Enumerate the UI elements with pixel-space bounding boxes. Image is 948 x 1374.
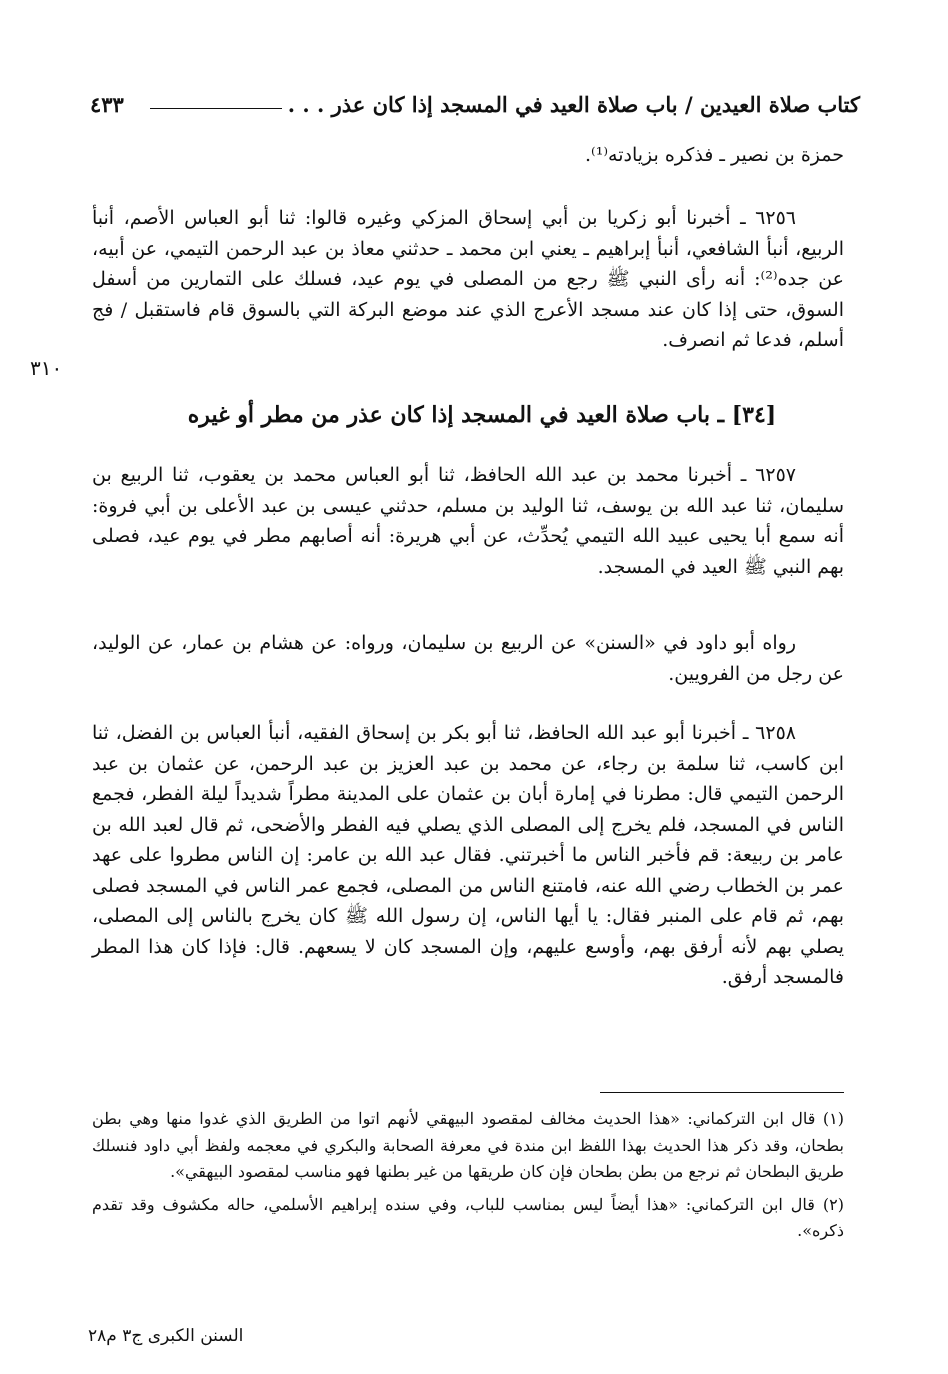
footnotes bbox=[92, 1106, 844, 1251]
narration-note: رواه أبو داود في «السنن» عن الربيع بن سليمان، ورواه: عن هشام بن عمار، عن الوليد، عن رجل من الفرويين. bbox=[92, 632, 844, 685]
footnote-label: (١) bbox=[822, 1109, 844, 1128]
footnote-label: (٢) bbox=[822, 1194, 844, 1214]
header-rule bbox=[150, 108, 282, 109]
footnote-text: قال ابن التركماني: «هذا الحديث مخالف لمقصود البيهقي لأنهم اتوا من الطريق الذي غدوا منها وهي بطن بطحان، وقد ذكر هذا الحديث بهذا اللفظ ابن مندة في معرفة الصحابة والبكري في معجمه ولفظ أبي داود فنسلك طريق البطحان ثم نرجع من بطن بطحان فإن كان طريقها من غير بطنها فهو مناسب لمقصود البيهقي». bbox=[92, 1109, 844, 1181]
book-signature-footer: السنن الكبرى ج٣ م٢٨ bbox=[88, 1326, 244, 1346]
margin-page-number: ٣١٠ bbox=[30, 356, 63, 380]
hadith-6256: ٦٢٥٦ ـ أخبرنا أبو زكريا بن أبي إسحاق المزكي وغيره قالوا: ثنا أبو العباس الأصم، أنبأ الربيع، أنبأ الشافعي، أنبأ إبراهيم ـ يعني ابن محمد ـ حدثني معاذ بن عبد الرحمن التيمي، عن أبيه، عن جده⁽²⁾: أنه رأى النبي ﷺ رجع من المصلى في يوم عيد، فسلك على التمارين من أسفل السوق، حتى إذا كان عند مسجد الأعرج الذي عند موضع البركة التي بالسوق قام فاستقبل / فج أسلم، فدعا ثم انصرف. bbox=[92, 207, 844, 351]
footnote-2 bbox=[92, 1192, 844, 1245]
footnote-text: قال ابن التركماني: «هذا أيضاً ليس بمناسب للباب، وفي سنده إبراهيم الأسلمي، حاله مكشوف وقد تقدم ذكره». bbox=[92, 1194, 844, 1240]
footnote-separator bbox=[600, 1092, 844, 1093]
page-number: ٤٣٣ bbox=[90, 92, 124, 117]
chapter-heading: [٣٤] ـ باب صلاة العيد في المسجد إذا كان عذر من مطر أو غيره bbox=[187, 402, 777, 428]
running-header bbox=[90, 92, 860, 128]
header-title: كتاب صلاة العيدين / باب صلاة العيد في المسجد إذا كان عذر . . . bbox=[287, 92, 860, 117]
footnote-1 bbox=[92, 1106, 844, 1186]
continuation-line: حمزة بن نصير ـ فذكره بزيادته⁽¹⁾. bbox=[585, 144, 844, 166]
hadith-6258: ٦٢٥٨ ـ أخبرنا أبو عبد الله الحافظ، ثنا أبو بكر بن إسحاق الفقيه، أنبأ العباس بن الفضل، ثنا ابن كاسب، ثنا سلمة بن رجاء، عن محمد بن عبد العزيز بن عبد الرحمن، عن عثمان بن عبد الرحمن التيمي قال: مطرنا في إمارة أبان بن عثمان على المدينة مطراً شديداً ليلة الفطر، فجمع الناس في المسجد، فلم يخرج إلى المصلى الذي يصلي فيه الفطر والأضحى، ثم قال لعبد الله بن عامر بن ربيعة: قم فأخبر الناس ما أخبرتني. فقال عبد الله بن عامر: إن الناس مطروا على عهد عمر بن الخطاب رضي الله عنه، فامتنع الناس من المصلى، فجمع عمر الناس في المسجد فصلى بهم، ثم قام على المنبر فقال: يا أيها الناس، إن رسول الله ﷺ كان يخرج بالناس إلى المصلى، يصلي بهم لأنه أرفق بهم، وأوسع عليهم، وإن المسجد كان لا يسعهم. قال: فإذا كان هذا المطر فالمسجد أرفق. bbox=[92, 722, 844, 988]
hadith-6257: ٦٢٥٧ ـ أخبرنا محمد بن عبد الله الحافظ، ثنا أبو العباس محمد بن يعقوب، ثنا الربيع بن سليمان، ثنا عبد الله بن يوسف، ثنا الوليد بن مسلم، حدثني عيسى بن عبد الأعلى بن أبي فروة: أنه سمع أبا يحيى عبيد الله التيمي يُحدِّث، عن أبي هريرة: أنه أصابهم مطر في يوم عيد، فصلى بهم النبي ﷺ العيد في المسجد. bbox=[92, 464, 844, 578]
